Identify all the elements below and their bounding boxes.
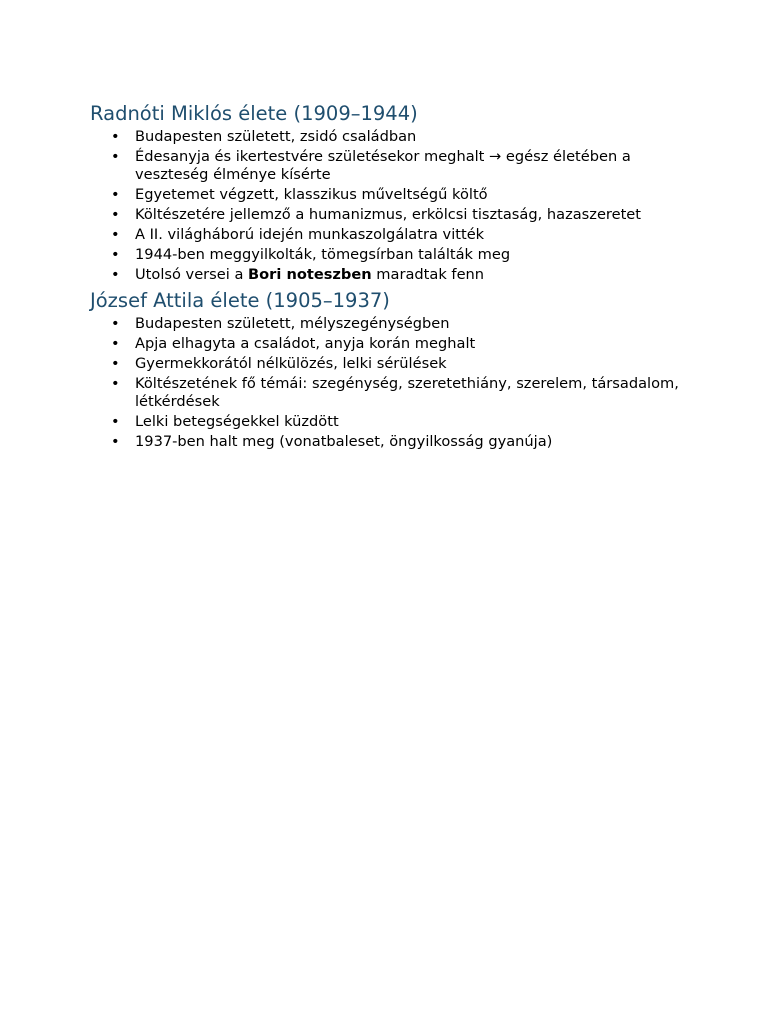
document-page bbox=[90, 100, 690, 450]
section-heading-radnoti: Radnóti Miklós élete (1909–1944) bbox=[90, 102, 418, 125]
bullet-icon: • bbox=[111, 185, 120, 203]
list-item bbox=[90, 266, 690, 284]
list-item-text: Egyetemet végzett, klasszikus műveltségű költő bbox=[135, 185, 488, 203]
bullet-icon: • bbox=[111, 375, 120, 392]
list-item-text: Apja elhagyta a családot, anyja korán meghalt bbox=[135, 335, 476, 352]
list-item bbox=[90, 335, 690, 353]
list-item-text: Budapesten született, mélyszegénységben bbox=[135, 315, 450, 332]
list-item bbox=[90, 206, 690, 224]
bullet-list-jozsef-attila bbox=[90, 315, 690, 450]
bullet-icon: • bbox=[111, 432, 120, 450]
list-item bbox=[90, 148, 690, 183]
list-item-text: A II. világháború idején munkaszolgálatra vitték bbox=[135, 225, 485, 243]
list-item-text: 1944-ben meggyilkolták, tömegsírban találták meg bbox=[135, 245, 511, 263]
section-heading-jozsef-attila: József Attila élete (1905–1937) bbox=[90, 289, 390, 312]
list-item-text: Édesanyja és ikertestvére születésekor meghalt → egész életében a veszteség élménye kísérte bbox=[135, 148, 631, 183]
list-item-text-after: maradtak fenn bbox=[371, 265, 485, 283]
bullet-icon: • bbox=[111, 412, 120, 430]
bullet-icon: • bbox=[111, 335, 120, 352]
bori-notesz-emphasis: Bori noteszben bbox=[248, 265, 372, 283]
bullet-icon: • bbox=[111, 245, 120, 263]
list-item bbox=[90, 433, 690, 451]
bullet-icon: • bbox=[111, 315, 120, 332]
list-item bbox=[90, 355, 690, 373]
bullet-list-radnoti bbox=[90, 128, 690, 283]
list-item bbox=[90, 246, 690, 264]
list-item bbox=[90, 315, 690, 333]
list-item bbox=[90, 128, 690, 146]
list-item-text: Költészetének fő témái: szegénység, szeretethiány, szerelem, társadalom, létkérdések bbox=[135, 375, 679, 410]
list-item-text-before: Utolsó versei a bbox=[135, 265, 249, 283]
list-item-text: Gyermekkorától nélkülözés, lelki sérülések bbox=[135, 355, 447, 372]
list-item-text: Budapesten született, zsidó családban bbox=[135, 128, 417, 145]
list-item-text: Lelki betegségekkel küzdött bbox=[135, 412, 339, 430]
list-item bbox=[90, 375, 690, 410]
bullet-icon: • bbox=[111, 355, 120, 372]
bullet-icon: • bbox=[111, 205, 120, 223]
list-item bbox=[90, 226, 690, 244]
bullet-icon: • bbox=[111, 148, 120, 165]
bullet-icon: • bbox=[111, 265, 120, 283]
list-item bbox=[90, 413, 690, 431]
bullet-icon: • bbox=[111, 225, 120, 243]
bullet-icon: • bbox=[111, 128, 120, 145]
list-item bbox=[90, 186, 690, 204]
list-item-text: Költészetére jellemző a humanizmus, erkölcsi tisztaság, hazaszeretet bbox=[135, 205, 642, 223]
list-item-text: 1937-ben halt meg (vonatbaleset, öngyilkosság gyanúja) bbox=[135, 432, 553, 450]
